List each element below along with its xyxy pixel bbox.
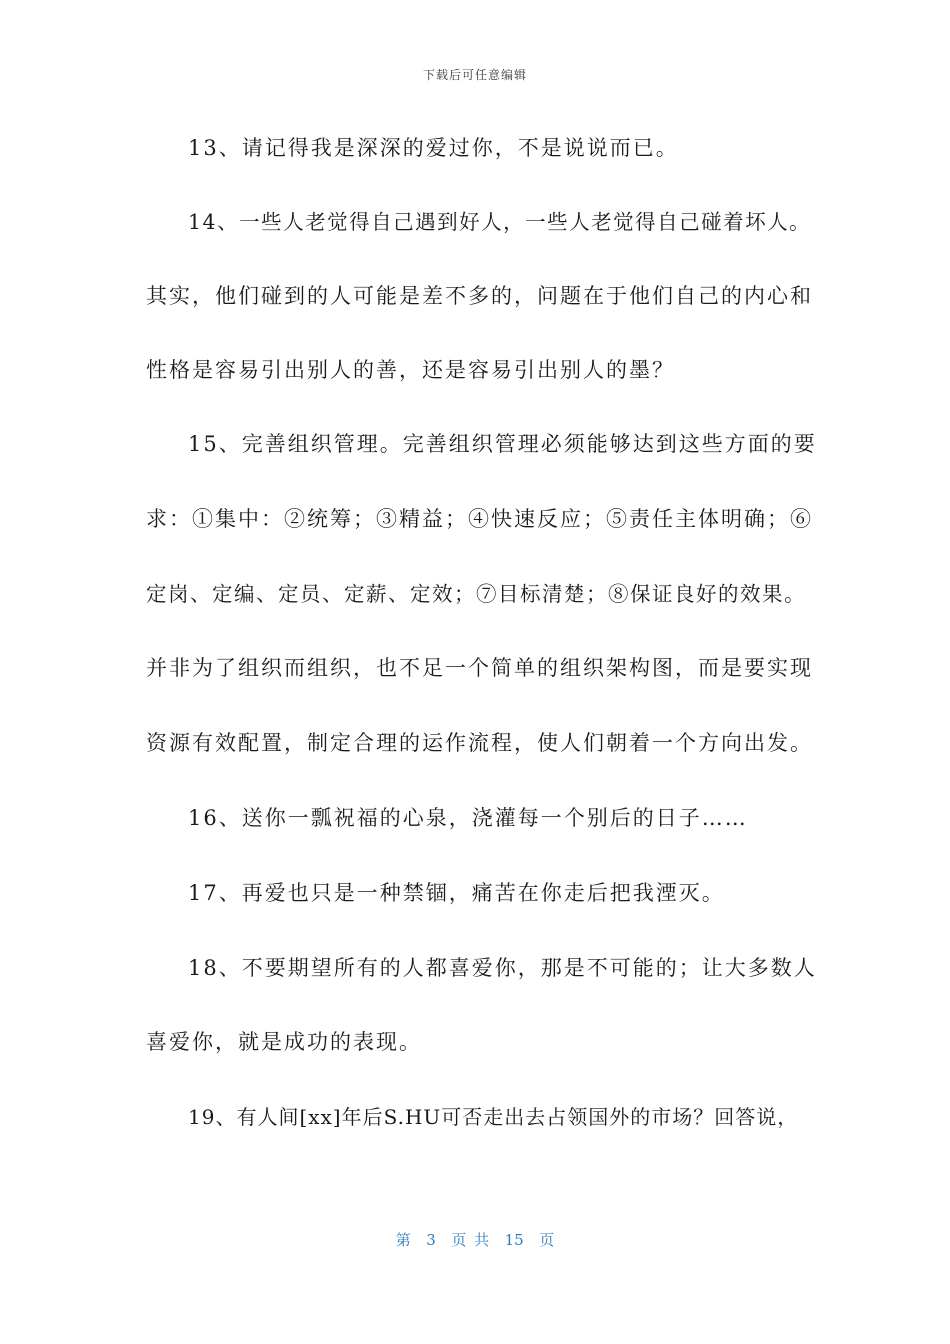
paragraph-17: 17、再爱也只是一种禁锢，痛苦在你走后把我湮灭。 [188, 881, 725, 905]
paragraph-15-line-5: 资源有效配置，制定合理的运作流程，使人们朝着一个方向出发。 [146, 731, 813, 755]
paragraph-14-line-3: 性格是容易引出别人的善，还是容易引出别人的墨？ [146, 358, 675, 382]
paragraph-15-line-3: 定岗、定编、定员、定薪、定效；⑦目标清楚；⑧保证良好的效果。 [146, 582, 806, 606]
paragraph-15-line-2: 求：①集中：②统筹；③精益；④快速反应；⑤责任主体明确；⑥ [146, 507, 813, 531]
page-header: 下载后可任意编辑 [422, 68, 527, 82]
paragraph-18-line-1: 18、不要期望所有的人都喜爱你，那是不可能的；让大多数人 [188, 956, 817, 980]
paragraph-19-line-1: 19、有人间[xx]年后S.HU可否走出去占领国外的市场？回答说， [188, 1105, 799, 1129]
paragraph-13: 13、请记得我是深深的爱过你，不是说说而已。 [188, 136, 679, 160]
paragraph-15-line-4: 并非为了组织而组织，也不足一个简单的组织架构图，而是要实现 [146, 656, 813, 680]
paragraph-14-line-2: 其实，他们碰到的人可能是差不多的，问题在于他们自己的内心和 [146, 284, 813, 308]
paragraph-15-line-1: 15、完善组织管理。完善组织管理必须能够达到这些方面的要 [188, 432, 817, 456]
paragraph-18-line-2: 喜爱你，就是成功的表现。 [146, 1030, 422, 1054]
page-footer-page-number: 第 3 页 共 15 页 [395, 1231, 555, 1249]
paragraph-16: 16、送你一瓢祝福的心泉，浇灌每一个别后的日子…… [188, 806, 748, 830]
paragraph-14-line-1: 14、一些人老觉得自己遇到好人，一些人老觉得自己碰着坏人。 [188, 210, 812, 234]
